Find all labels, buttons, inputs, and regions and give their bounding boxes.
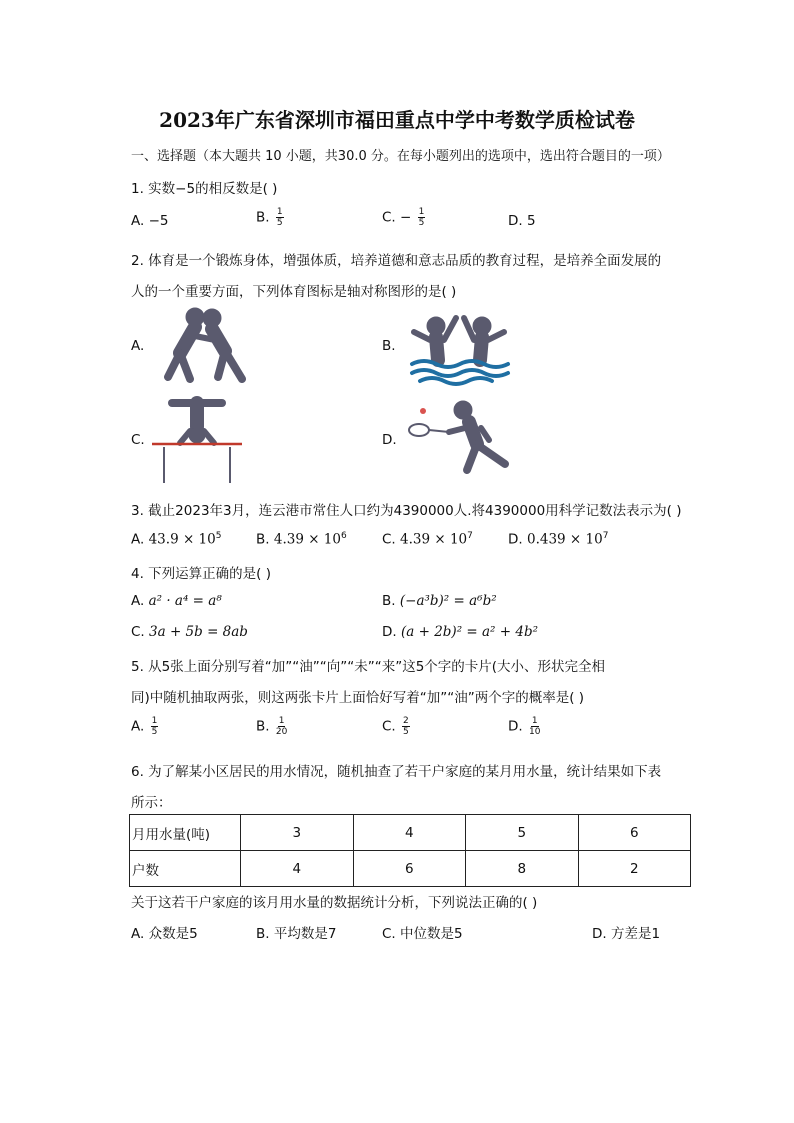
q3-option-b-exp: 6 [341,531,347,541]
q6-stem-line2: 所示： [131,795,172,811]
table-row-header: 户数 [130,851,241,887]
table-cell: 8 [466,851,579,887]
wrestling-icon [150,305,255,385]
table-row [130,851,691,887]
q4-option-a-expr: a² · a⁴ = a⁸ [148,593,222,609]
q5-option-c-fraction [402,716,410,737]
fraction-numerator: 1 [276,207,283,217]
q4-option-d [382,624,538,640]
q5-stem-line2: 同)中随机抽取两张，则这两张卡片上面恰好写着“加”“油”两个字的概率是( ) [131,690,585,706]
q3-option-d [508,531,608,548]
q3-option-c-base: 4.39 × 10 [400,531,468,548]
q2-option-d-label: D. [382,432,397,448]
q3-option-a-exp: 5 [215,531,222,541]
q3-option-b-label: B. [256,531,270,548]
q3-option-a-label: A. [131,531,145,548]
q3-option-d-base: 0.439 × 10 [526,531,603,548]
q5-option-c [382,716,410,737]
q5-option-a-fraction [151,716,159,737]
q4-option-d-expr: (a + 2b)² = a² + 4b² [400,624,538,640]
q4-option-a [131,593,222,609]
q3-option-c [382,531,473,548]
q5-option-b-fraction [276,716,287,737]
fraction-denominator: 5 [418,218,425,228]
table-row-header: 月用水量(吨) [130,815,241,851]
fraction-denominator: 10 [528,727,541,737]
q1-option-b [256,207,284,228]
q2-option-a-label: A. [131,338,145,354]
q5-stem-line1: 5. 从5张上面分别写着“加”“油”“向”“未”“来”这5个字的卡片(大小、形状完全相 [131,659,606,675]
fraction-numerator: 1 [278,716,285,726]
q6-option-a: A. 众数是5 [131,926,198,942]
q4-option-c-label: C. [131,624,145,640]
table-cell: 3 [241,815,354,851]
gymnastics-icon [150,395,245,485]
q5-option-d-fraction [529,716,540,737]
q1-option-a: A. −5 [131,213,169,229]
q1-option-c-fraction [418,207,426,228]
badminton-icon [405,400,517,480]
q4-option-c [131,624,248,640]
q2-option-c-label: C. [131,432,145,448]
q5-option-b-label: B. [256,718,270,735]
q3-stem: 3. 截止2023年3月，连云港市常住人口约为4390000人.将4390000用科学记数法表示为( ) [131,503,682,519]
fraction-numerator: 1 [151,716,158,726]
q5-option-c-label: C. [382,718,396,735]
q5-option-d [508,716,540,737]
q5-option-d-label: D. [508,718,523,735]
q6-stem-line1: 6. 为了解某小区居民的用水情况，随机抽查了若干户家庭的某月用水量，统计结果如下表 [131,764,662,780]
q3-option-b-base: 4.39 × 10 [273,531,341,548]
table-cell: 6 [578,815,691,851]
q4-option-c-expr: 3a + 5b = 8ab [149,624,248,640]
section-heading: 一、选择题（本大题共 10 小题，共30.0 分。在每小题列出的选项中，选出符合题目的一项） [131,149,670,164]
q4-option-a-label: A. [131,593,145,609]
q1-option-c [382,207,425,228]
q6-after-text: 关于这若干户家庭的该月用水量的数据统计分析，下列说法正确的( ) [131,895,538,911]
fraction-denominator: 5 [151,727,158,737]
q5-option-a [131,716,158,737]
table-row [130,815,691,851]
fraction-denominator: 5 [276,218,283,228]
water-usage-table [129,814,691,887]
fraction-numerator: 1 [531,716,538,726]
q6-option-d: D. 方差是1 [592,926,661,942]
fraction-denominator: 5 [403,727,409,737]
q2-stem-line1: 2. 体育是一个锻炼身体，增强体质，培养道德和意志品质的教育过程，是培养全面发展的 [131,253,662,269]
q4-option-b [382,593,497,609]
q4-option-b-expr: (−a³b)² = a⁶b² [399,593,497,609]
q2-option-b-label: B. [382,338,396,354]
q5-option-a-label: A. [131,718,145,735]
q3-option-a-base: 43.9 × 10 [148,531,216,548]
q1-option-c-label: C. − [382,209,412,226]
q4-option-d-label: D. [382,624,397,640]
water-polo-icon [402,310,517,382]
q1-option-b-fraction [276,207,284,228]
q1-option-b-label: B. [256,209,270,226]
q3-option-b [256,531,347,548]
q3-option-c-label: C. [382,531,396,548]
page-title: 2023年广东省深圳市福田重点中学中考数学质检试卷 [159,108,635,132]
q3-option-d-exp: 7 [602,531,609,541]
q6-option-b: B. 平均数是7 [256,926,337,942]
q3-option-a [131,531,221,548]
q4-option-b-label: B. [382,593,396,609]
table-cell: 5 [466,815,579,851]
fraction-denominator: 20 [275,727,288,737]
q3-option-d-label: D. [508,531,523,548]
q1-stem: 1. 实数−5的相反数是( ) [131,181,278,197]
q3-option-c-exp: 7 [467,531,473,541]
table-cell: 2 [578,851,691,887]
q6-option-c: C. 中位数是5 [382,926,463,942]
q1-option-d: D. 5 [508,213,536,229]
q2-stem-line2: 人的一个重要方面，下列体育图标是轴对称图形的是( ) [131,284,457,300]
fraction-numerator: 1 [418,207,425,217]
q4-stem: 4. 下列运算正确的是( ) [131,566,271,582]
q5-option-b [256,716,287,737]
table-cell: 4 [241,851,354,887]
fraction-numerator: 2 [403,716,409,726]
table-cell: 6 [353,851,466,887]
table-cell: 4 [353,815,466,851]
